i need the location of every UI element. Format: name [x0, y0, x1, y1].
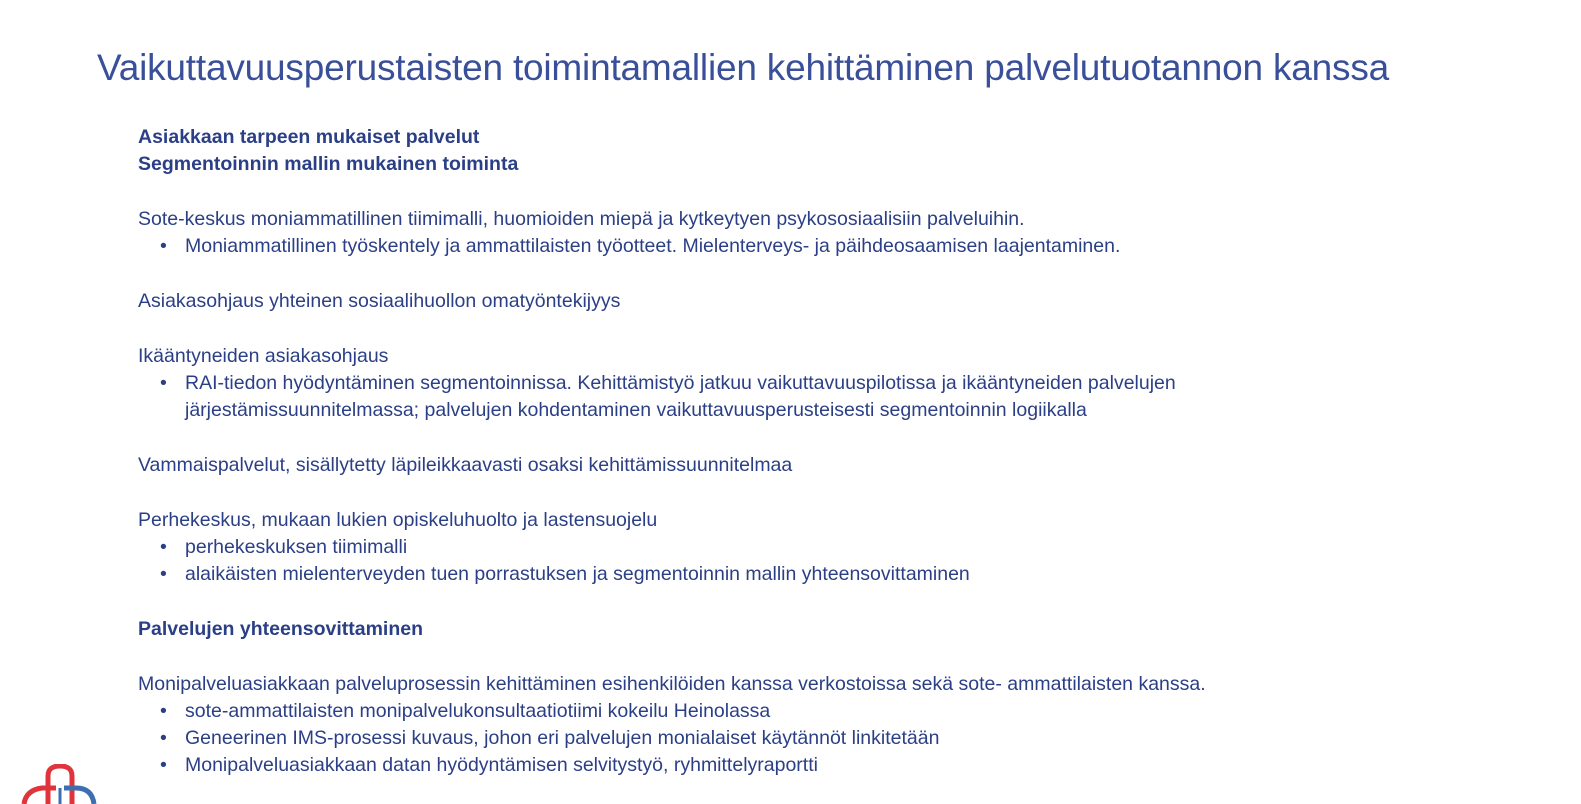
bullet-text: sote-ammattilaisten monipalvelukonsultaatiotiimi kokeilu Heinolassa: [185, 700, 771, 722]
text-monipalvelu: Monipalveluasiakkaan palveluprosessin kehittäminen esihenkilöiden kanssa verkostoissa sekä sote- ammattilaisten kanssa.: [138, 673, 1206, 695]
text-asiakasohjaus: Asiakasohjaus yhteinen sosiaalihuollon omatyöntekijyys: [138, 290, 621, 312]
logo-icon: [20, 764, 100, 804]
bullet-item: [138, 534, 1438, 561]
text-perhekeskus: Perhekeskus, mukaan lukien opiskeluhuolto ja lastensuojelu: [138, 509, 658, 531]
bullet-text-line1: RAI-tiedon hyödyntäminen segmentoinnissa. Kehittämistyö jatkuu vaikuttavuuspilotissa ja ikääntyneiden palvelujen: [185, 372, 1176, 394]
text-vammaispalvelut: Vammaispalvelut, sisällytetty läpileikkaavasti osaksi kehittämissuunnitelmaa: [138, 454, 793, 476]
bullet-dot: •: [160, 536, 167, 558]
bullet-text: Monipalveluasiakkaan datan hyödyntämisen selvitystyö, ryhmittelyraportti: [185, 754, 818, 776]
bullet-text-line2: järjestämissuunnitelmassa; palvelujen kohdentaminen vaikuttavuusperusteisesti segmentoinnin logiikalla: [185, 399, 1087, 421]
bullet-item: [138, 725, 1438, 752]
text-sote-keskus: Sote-keskus moniammatillinen tiimimalli, huomioiden miepä ja kytkeytyen psykososiaalisiin palveluihin.: [138, 208, 1025, 230]
bullet-text: Moniammatillinen työskentely ja ammattilaisten työotteet. Mielenterveys- ja päihdeosaamisen laajentaminen.: [185, 235, 1121, 257]
bullet-item: [138, 233, 1438, 260]
logo-red-curve: [24, 788, 56, 804]
bullet-item: [138, 561, 1438, 588]
bullet-dot: •: [160, 235, 167, 257]
bullet-item: [138, 698, 1438, 725]
bullet-text: perhekeskuksen tiimimalli: [185, 536, 408, 558]
heading-asiakkaan-tarpeen: Asiakkaan tarpeen mukaiset palvelut: [138, 126, 480, 148]
text-ikaantyneet: Ikääntyneiden asiakasohjaus: [138, 345, 389, 367]
heading-segmentoinnin-malli: Segmentoinnin mallin mukainen toiminta: [138, 153, 519, 175]
slide-content: [138, 124, 1438, 779]
bullet-item: [138, 370, 1438, 424]
bullet-dot: •: [160, 727, 167, 749]
bullet-item: [138, 752, 1438, 779]
bullet-dot: •: [160, 372, 167, 394]
bullet-dot: •: [160, 563, 167, 585]
logo-blue-curve: [64, 788, 94, 804]
bullet-dot: •: [160, 700, 167, 722]
slide-title: Vaikuttavuusperustaisten toimintamallien kehittäminen palvelutuotannon kanssa: [97, 47, 1390, 88]
heading-palvelujen-yhteensovittaminen: Palvelujen yhteensovittaminen: [138, 618, 424, 640]
bullet-dot: •: [160, 754, 167, 776]
bullet-text: alaikäisten mielenterveyden tuen porrastuksen ja segmentoinnin mallin yhteensovittaminen: [185, 563, 970, 585]
bullet-text: Geneerinen IMS-prosessi kuvaus, johon eri palvelujen monialaiset käytännöt linkitetään: [185, 727, 940, 749]
